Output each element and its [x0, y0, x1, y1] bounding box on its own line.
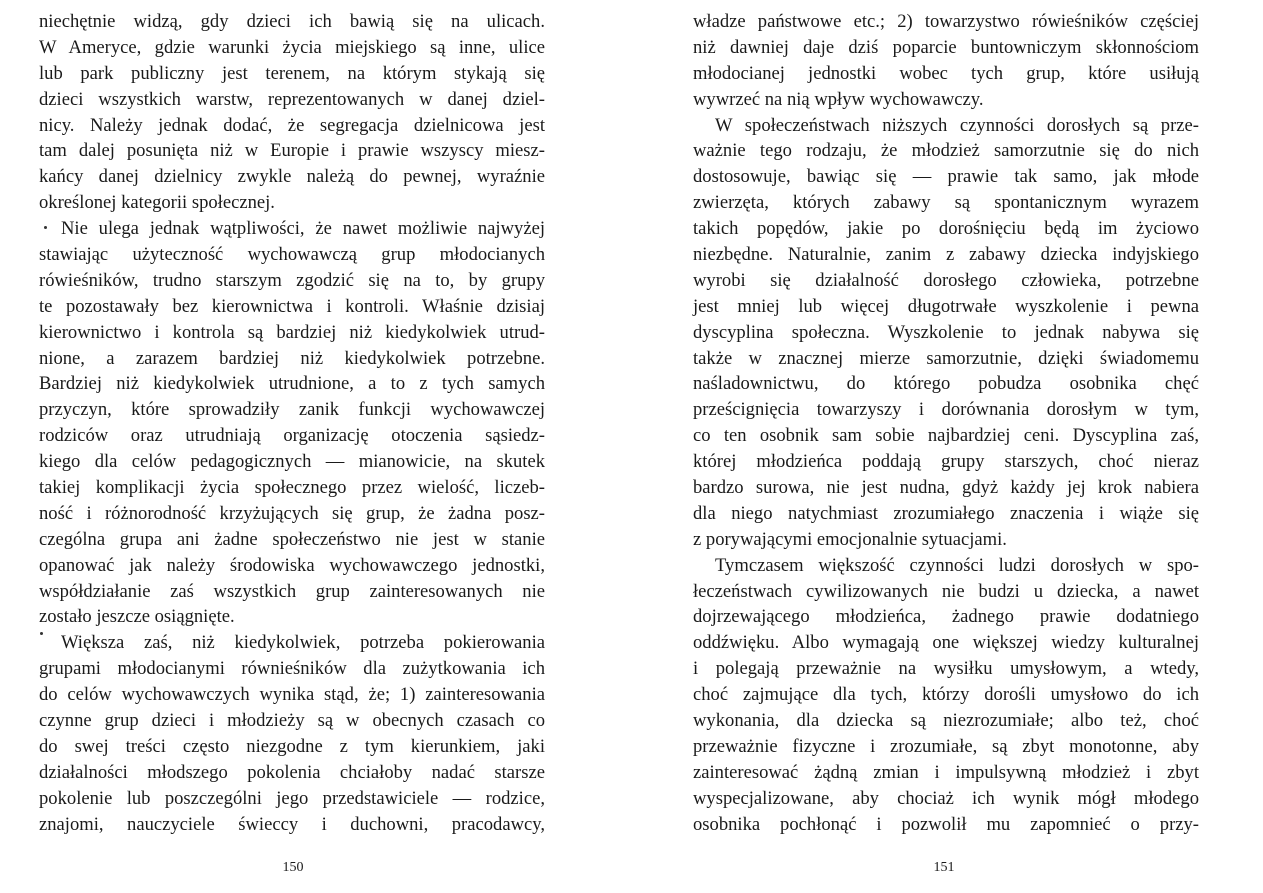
text-line: Tymczasem większość czynności ludzi dorosłych w spo-: [715, 554, 1199, 576]
text-line: W Ameryce, gdzie warunki życia miejskiego są inne, ulice: [39, 36, 545, 58]
text-line: jest mniej lub więcej długotrwałe wyszkolenie i pewna: [693, 295, 1199, 317]
text-line: Bardziej niż kiedykolwiek utrudnione, a to z tych samych: [39, 373, 545, 395]
text-line: kiego dla celów pedagogicznych — mianowicie, na skutek: [39, 451, 545, 473]
text-line: nicy. Należy jednak dodać, że segregacja dzielnicowa jest: [39, 114, 545, 136]
right-page: [631, 0, 1263, 893]
text-line: dyscyplina społeczna. Wyszkolenie to jednak nabywa się: [693, 321, 1199, 343]
text-line: choć zajmujące dla tych, którzy dorośli umysłowo do ich: [693, 684, 1199, 706]
text-line: do celów wychowawczych wynika stąd, że; 1) zainteresowania: [39, 684, 545, 706]
text-line: także w znacznej mierze samorzutnie, dzięki świadomemu: [693, 347, 1199, 369]
text-line: lub park publiczny jest terenem, na którym stykają się: [39, 62, 545, 84]
text-line: zostało jeszcze osiągnięte.: [39, 606, 235, 628]
text-line: współdziałanie zaś wszystkich grup zainteresowanych nie: [39, 580, 545, 602]
text-line: przeważnie fizyczne i zrozumiałe, są zbyt monotonne, aby: [693, 735, 1199, 757]
text-line: prześcignięcia towarzyszy i dorównania dorosłym w tym,: [693, 399, 1199, 421]
text-line: określonej kategorii społecznej.: [39, 192, 275, 214]
page-number: 151: [933, 860, 955, 875]
text-line: bardzo surowa, nie jest nudna, gdyż każdy jej krok nabiera: [693, 477, 1199, 499]
text-line: z porywającymi emocjonalnie sytuacjami.: [693, 528, 1007, 550]
text-line: te pozostawały bez kierownictwa i kontroli. Właśnie dzisiaj: [39, 295, 545, 317]
text-line: rodziców oraz utrudniają organizację otoczenia sąsiedz-: [39, 425, 545, 447]
print-speck: [40, 632, 43, 635]
text-line: dojrzewającego młodzieńca, żadnego prawie dodatniego: [693, 606, 1199, 628]
text-line: dla niego natychmiast zrozumiałego znaczenia i wiąże się: [693, 502, 1199, 524]
text-line: łeczeństwach cywilizowanych nie budzi u dziecka, a nawet: [693, 580, 1199, 602]
text-line: co ten osobnik sam sobie najbardziej ceni. Dyscyplina zaś,: [693, 425, 1199, 447]
text-line: Nie ulega jednak wątpliwości, że nawet możliwie najwyżej: [61, 218, 545, 240]
text-line: stawiając użyteczność wychowawczą grup młodocianych: [39, 244, 545, 266]
left-page: [0, 0, 631, 893]
print-speck: [44, 226, 47, 229]
text-line: nione, a zarazem bardziej niż kiedykolwiek potrzebne.: [39, 347, 545, 369]
text-line: władze państwowe etc.; 2) towarzystwo rówieśników częściej: [693, 11, 1199, 32]
text-line: dostosowuje, bawiąc się — prawie tak samo, jak młode: [693, 166, 1199, 188]
text-line: i polegają przeważnie na wysiłku umysłowym, a wtedy,: [693, 658, 1199, 680]
text-line: młodocianej jednostki wobec tych grup, które usiłują: [693, 62, 1199, 84]
text-line: pokolenie lub poszczególni jego przedstawiciele — rodzice,: [39, 787, 545, 809]
text-line: Większa zaś, niż kiedykolwiek, potrzeba pokierowania: [61, 632, 545, 654]
text-line: wyspecjalizowane, aby chociaż ich wynik mógł młodego: [693, 787, 1199, 809]
text-line: czynne grup dzieci i młodzieży są w obecnych czasach co: [39, 710, 545, 732]
text-line: osobnika pochłonąć i pozwolił mu zapomnieć o przy-: [693, 813, 1199, 835]
text-line: ważnie tego rodzaju, że młodzież samorzutnie się do nich: [693, 140, 1199, 162]
text-line: wyrobi się działalność dorosłego człowieka, potrzebne: [693, 269, 1199, 291]
text-line: rówieśników, trudno starszym zgodzić się na to, by grupy: [39, 269, 545, 291]
left-page-text: [39, 9, 545, 838]
text-line: kierownictwo i kontrola są bardziej niż kiedykolwiek utrud-: [39, 321, 545, 343]
text-line: wywrzeć na nią wpływ wychowawczy.: [693, 88, 984, 110]
text-line: czególna grupa ani żadne społeczeństwo nie jest w stanie: [39, 528, 545, 550]
text-line: grupami młodocianymi równieśników dla zużytkowania ich: [39, 658, 545, 680]
page-number: 150: [282, 860, 304, 875]
text-line: której młodzieńca poddają grupy starszych, choć nieraz: [693, 451, 1199, 473]
text-line: dzieci wszystkich warstw, reprezentowanych w danej dziel-: [39, 88, 545, 110]
text-line: znajomi, nauczyciele świeccy i duchowni, pracodawcy,: [39, 813, 545, 835]
text-line: naśladownictwu, do którego pobudza osobnika chęć: [693, 373, 1199, 395]
right-page-text: [693, 9, 1199, 838]
text-line: W społeczeństwach niższych czynności dorosłych są prze-: [715, 114, 1199, 136]
text-line: kańcy danej dzielnicy zwykle należą do pewnej, wyraźnie: [39, 166, 545, 188]
text-line: do swej treści często niezgodne z tym kierunkiem, jaki: [39, 735, 545, 757]
text-line: niezbędne. Naturalnie, zanim z zabawy dziecka indyjskiego: [693, 244, 1199, 266]
text-line: zainteresować żądną zmian i impulsywną młodzież i zbyt: [693, 761, 1199, 783]
text-line: tam dalej posunięta niż w Europie i prawie wszyscy miesz-: [39, 140, 545, 162]
text-line: przyczyn, które sprowadziły zanik funkcji wychowawczej: [39, 399, 545, 421]
text-line: niż dawniej daje dziś poparcie buntowniczym skłonnościom: [693, 36, 1199, 58]
text-line: takich popędów, jakie po dorośnięciu będą im życiowo: [693, 218, 1199, 240]
text-line: takiej komplikacji życia społecznego przez wielość, liczeb-: [39, 477, 545, 499]
text-line: wykonania, dla dziecka są niezrozumiałe; albo też, choć: [693, 710, 1199, 732]
text-line: opanować jak należy środowiska wychowawczego jednostki,: [39, 554, 545, 576]
text-line: działalności młodszego pokolenia chciałoby nadać starsze: [39, 761, 545, 783]
text-line: oddźwięku. Albo wymagają one większej wiedzy kulturalnej: [693, 632, 1199, 654]
text-line: niechętnie widzą, gdy dzieci ich bawią się na ulicach.: [39, 11, 545, 32]
text-line: ność i różnorodność krzyżujących się grup, że żadna posz-: [39, 502, 545, 524]
text-line: zwierzęta, których zabawy są spontanicznym wyrazem: [693, 192, 1199, 214]
